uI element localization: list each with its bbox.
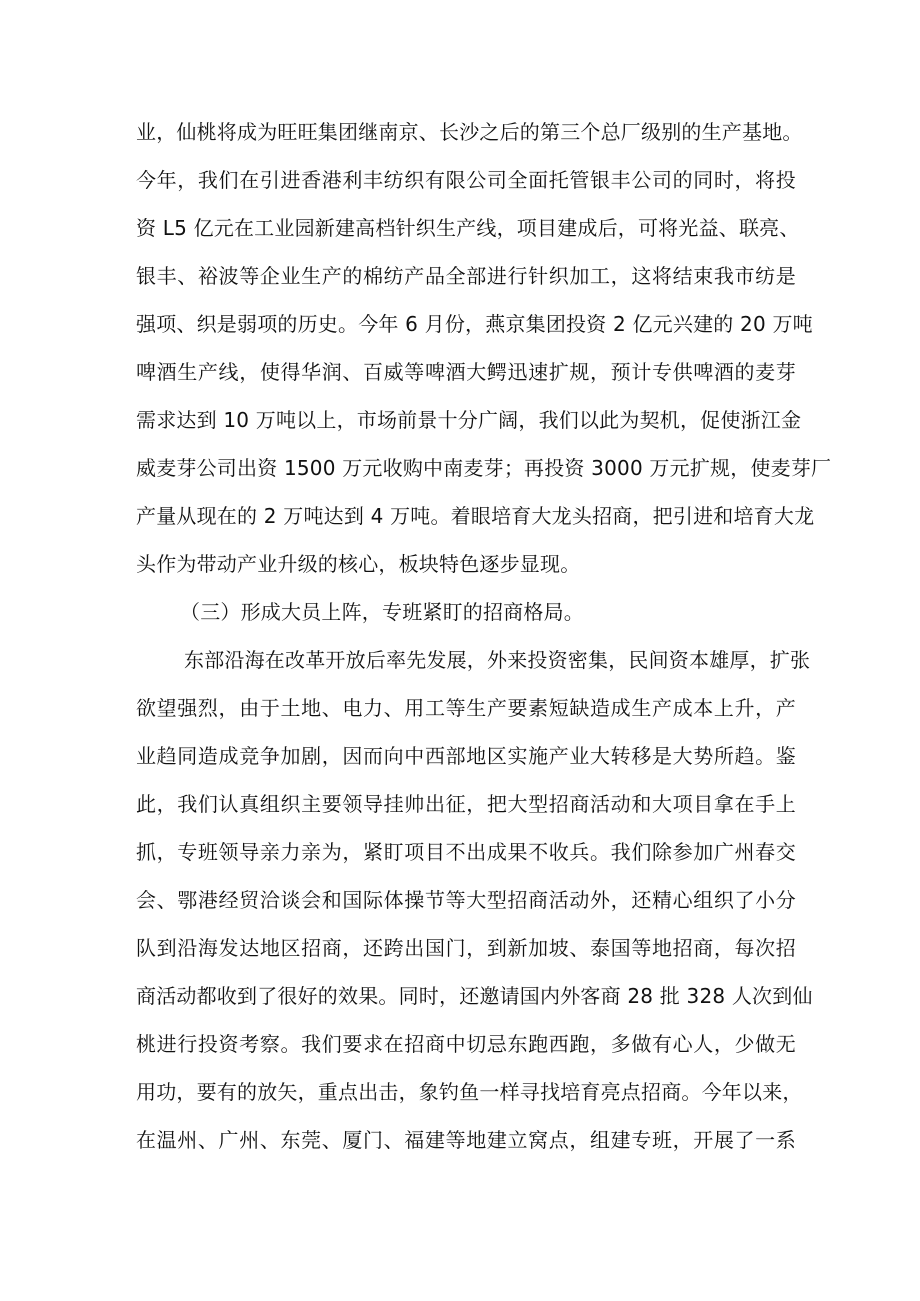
text-line: 资 L5 亿元在工业园新建高档针织生产线，项目建成后，可将光益、联亮、 bbox=[136, 216, 800, 240]
text-line: 啤酒生产线，使得华润、百威等啤酒大鳄迅速扩规，预计专供啤酒的麦芽 bbox=[136, 360, 796, 384]
text-line: 业趋同造成竞争加剧，因而向中西部地区实施产业大转移是大势所趋。鉴 bbox=[136, 744, 796, 768]
text-line: 头作为带动产业升级的核心，板块特色逐步显现。 bbox=[136, 552, 581, 576]
text-line: 欲望强烈，由于土地、电力、用工等生产要素短缺造成生产成本上升，产 bbox=[136, 696, 796, 720]
text-line: 此，我们认真组织主要领导挂帅出征，把大型招商活动和大项目拿在手上 bbox=[136, 792, 796, 816]
text-line: 业，仙桃将成为旺旺集团继南京、长沙之后的第三个总厂级别的生产基地。 bbox=[136, 120, 803, 144]
text-line: 东部沿海在改革开放后率先发展，外来投资密集，民间资本雄厚，扩张 bbox=[184, 648, 811, 672]
text-line: 桃进行投资考察。我们要求在招商中切忌东跑西跑，多做有心人，少做无 bbox=[136, 1032, 796, 1056]
text-line: 在温州、广州、东莞、厦门、福建等地建立窝点，组建专班，开展了一系 bbox=[136, 1128, 796, 1152]
text-line: 会、鄂港经贸洽谈会和国际体操节等大型招商活动外，还精心组织了小分 bbox=[136, 888, 796, 912]
text-line: 用功，要有的放矢，重点出击，象钓鱼一样寻找培育亮点招商。今年以来， bbox=[136, 1080, 803, 1104]
text-line: 强项、织是弱项的历史。今年 6 月份，燕京集团投资 2 亿元兴建的 20 万吨 bbox=[136, 312, 813, 336]
text-line: 产量从现在的 2 万吨达到 4 万吨。着眼培育大龙头招商，把引进和培育大龙 bbox=[136, 504, 815, 528]
text-line: 队到沿海发达地区招商，还跨出国门，到新加坡、泰国等地招商，每次招 bbox=[136, 936, 796, 960]
section-heading: （三）形成大员上阵，专班紧盯的招商格局。 bbox=[180, 600, 584, 624]
text-line: 商活动都收到了很好的效果。同时，还邀请国内外客商 28 批 328 人次到仙 bbox=[136, 984, 813, 1008]
text-line: 银丰、裕波等企业生产的棉纺产品全部进行针织加工，这将结束我市纺是 bbox=[136, 264, 796, 288]
text-line: 今年，我们在引进香港利丰纺织有限公司全面托管银丰公司的同时，将投 bbox=[136, 168, 796, 192]
text-line: 威麦芽公司出资 1500 万元收购中南麦芽；再投资 3000 万元扩规，使麦芽厂 bbox=[136, 456, 832, 480]
text-line: 需求达到 10 万吨以上，市场前景十分广阔，我们以此为契机，促使浙江金 bbox=[136, 408, 802, 432]
text-line: 抓，专班领导亲力亲为，紧盯项目不出成果不收兵。我们除参加广州春交 bbox=[136, 840, 796, 864]
